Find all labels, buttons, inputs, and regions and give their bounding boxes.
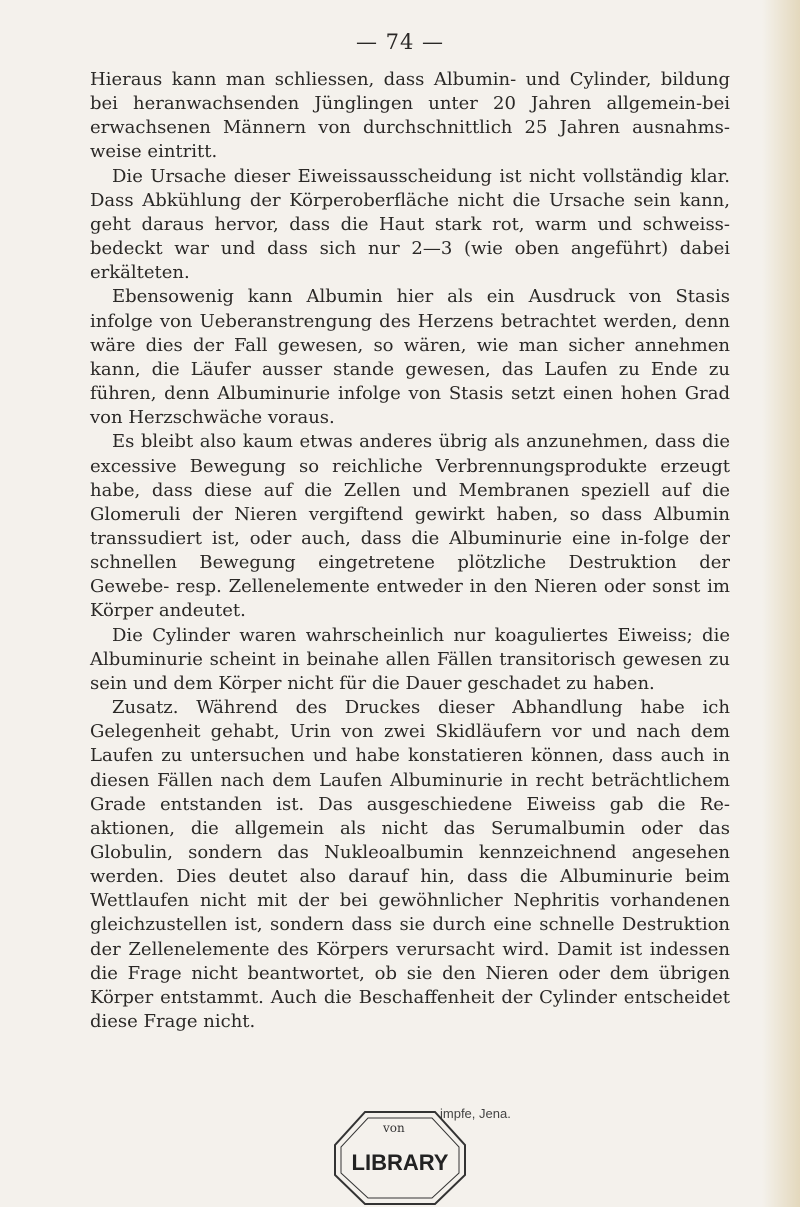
paragraph: Es bleibt also kaum etwas anderes übrig als anzunehmen, dass die excessive Bewegung so reichliche Verbrennungsprodukte erzeugt habe, dass diese auf die Zellen und Membranen speziell auf die Glomeruli der Nieren vergiftend gewirkt haben, so dass Albumin transsudiert ist, oder auch, dass die Albuminurie eine in-folge der schnellen Bewegung eingetretene plötzliche Destruktion der Gewebe- resp. Zellenelemente entweder in den Nieren oder sonst im Körper andeutet. [90, 431, 730, 622]
stamp-caption: impfe, Jena. [440, 1106, 511, 1121]
paragraph: Hieraus kann man schliessen, dass Albumin- und Cylinder, bildung bei heranwachsenden Jünglingen unter 20 Jahren allgemein-bei erwachsenen Männern von durchschnittlich 25 Jahren ausnahms-weise eintritt. [90, 69, 730, 163]
page-edge-stain [762, 0, 800, 1207]
paragraph: Ebensowenig kann Albumin hier als ein Ausdruck von Stasis infolge von Ueberanstrengung des Herzens betrachtet werden, denn wäre dies der Fall gewesen, so wären, wie man sicher annehmen kann, die Läufer ausser stande gewesen, das Laufen zu Ende zu führen, denn Albuminurie infolge von Stasis setzt einen hohen Grad von Herzschwäche voraus. [90, 286, 730, 429]
stamp-line1: von [383, 1121, 405, 1135]
paragraph: Die Ursache dieser Eiweissausscheidung ist nicht vollständig klar. Dass Abkühlung der Körperoberfläche nicht die Ursache sein kann, geht daraus hervor, dass die Haut stark rot, warm und schweiss-bedeckt war und dass sich nur 2—3 (wie oben angeführt) dabei erkälteten. [90, 165, 730, 284]
page-number: — 74 — [355, 30, 445, 54]
paragraph: Zusatz. Während des Druckes dieser Abhandlung habe ich Gelegenheit gehabt, Urin von zwei Skidläufern vor und nach dem Laufen zu untersuchen und habe konstatieren können, dass auch in diesen Fällen nach dem Laufen Albuminurie in recht beträchtlichem Grade entstanden ist. Das ausgeschiedene Eiweiss gab die Re-aktionen, die allgemein als nicht das Serumalbumin oder das Globulin, sondern das Nukleoalbumin kennzeichnend angesehen werden. Dies deutet also darauf hin, dass die Albuminurie beim Wettlaufen nicht mit der bei gewöhnlicher Nephritis vorhandenen gleichzustellen ist, sondern dass sie durch eine schnelle Destruktion der Zellenelemente des Körpers verursacht wird. Damit ist indessen die Frage nicht beantwortet, ob sie den Nieren oder dem übrigen Körper entstammt. Auch die Beschaffenheit der Cylinder entscheidet diese Frage nicht. [90, 697, 730, 1033]
paragraph: Die Cylinder waren wahrscheinlich nur koaguliertes Eiweiss; die Albuminurie scheint in beinahe allen Fällen transitorisch gewesen zu sein und dem Körper nicht für die Dauer geschadet zu haben. [90, 624, 730, 694]
stamp-library-label: LIBRARY [351, 1150, 449, 1175]
body-text [90, 68, 730, 1034]
